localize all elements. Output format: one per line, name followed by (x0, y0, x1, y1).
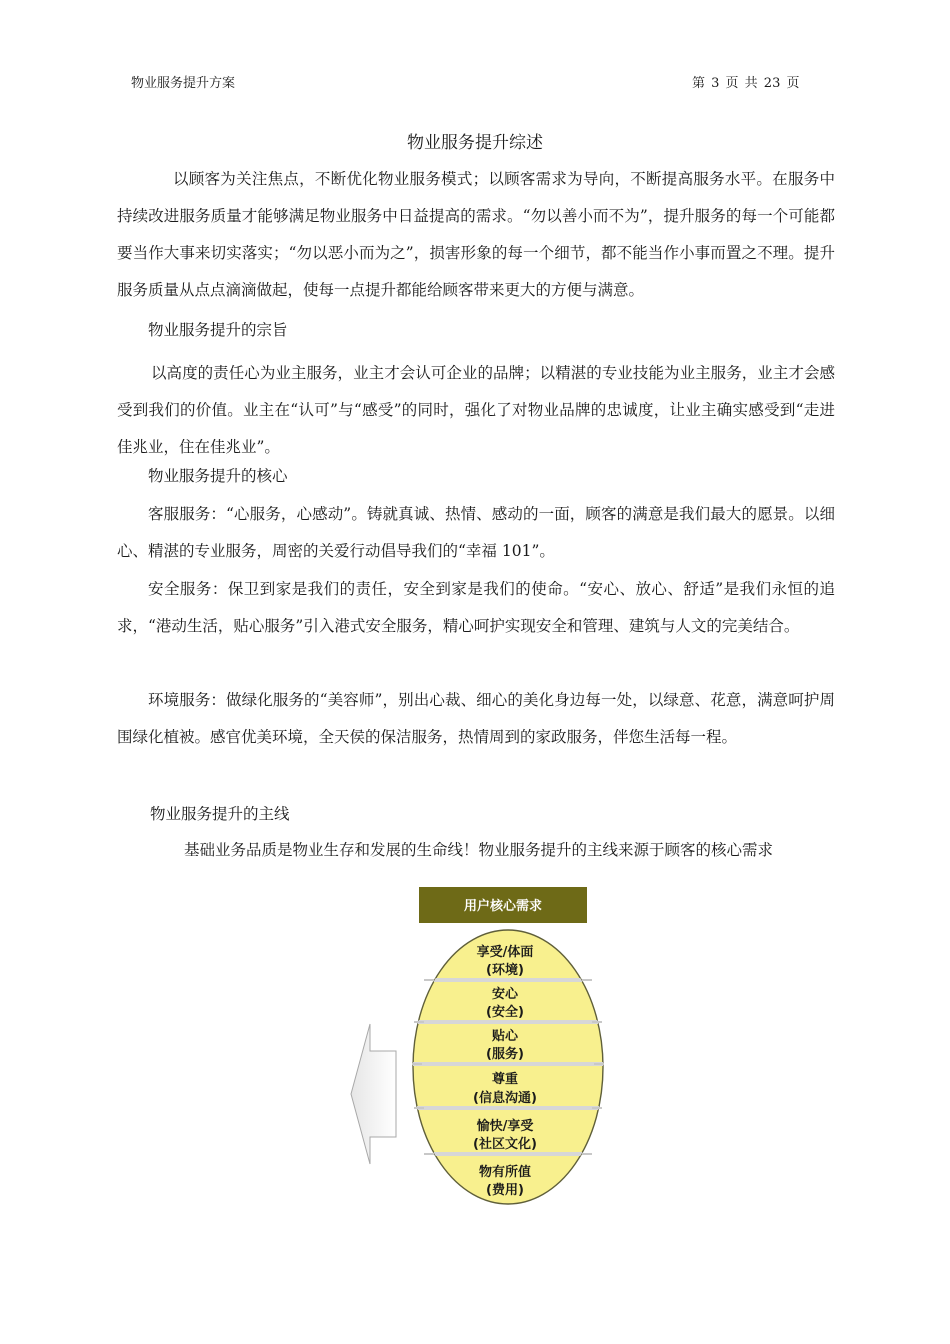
document-header-title: 物业服务提升方案 (131, 76, 236, 91)
mainline-intro: 基础业务品质是物业生存和发展的生命线！物业服务提升的主线来源于顾客的核心需求 (184, 841, 774, 859)
level-care-sub: (服务) (486, 1047, 524, 1062)
customer-service-paragraph: 客服服务：“心服务，心感动”。铸就真诚、热情、感动的一面，顾客的满意是我们最大的愿景。以细心、精湛的专业服务，周密的关爱行动倡导我们的“幸福 101”。 (117, 505, 835, 560)
level-happiness-sub: (社区文化) (473, 1137, 537, 1152)
core-heading: 物业服务提升的核心 (148, 467, 288, 485)
overview-paragraph: 以顾客为关注焦点，不断优化物业服务模式；以顾客需求为导向，不断提高服务水平。在服务中持续改进服务质量才能够满足物业服务中日益提高的需求。“勿以善小而不为”，提升服务的每一个可能都要当作大事来切实落实；“勿以恶小而为之”，损害形象的每一个细节，都不能当作小事而置之不理。提升服务质量从点点滴滴做起，使每一点提升都能给顾客带来更大的方便与满意。 (117, 170, 835, 299)
level-respect-sub: (信息沟通) (473, 1091, 537, 1106)
level-care-label: 贴心 (491, 1029, 519, 1044)
level-respect-label: 尊重 (491, 1072, 519, 1087)
level-assurance-label: 安心 (491, 987, 519, 1002)
section-title: 物业服务提升综述 (407, 133, 543, 153)
level-value-sub: (费用) (486, 1183, 524, 1198)
security-service-paragraph: 安全服务：保卫到家是我们的责任，安全到家是我们的使命。“安心、放心、舒适”是我们永恒的追求，“港动生活，贴心服务”引入港式安全服务，精心呵护实现安全和管理、建筑与人文的完美结合。 (117, 580, 835, 635)
level-enjoy-label: 享受/体面 (476, 945, 534, 960)
level-assurance-sub: (安全) (486, 1005, 524, 1020)
page-number: 第 3 页 共 23 页 (692, 76, 800, 91)
diagram-header-label: 用户核心需求 (463, 899, 543, 914)
core-needs-diagram (340, 880, 620, 1210)
mainline-heading: 物业服务提升的主线 (150, 805, 290, 823)
level-enjoy-sub: (环境) (486, 963, 524, 978)
level-happiness-label: 愉快/享受 (476, 1119, 534, 1134)
level-value-label: 物有所值 (478, 1165, 532, 1180)
left-arrow-icon (351, 1024, 396, 1164)
purpose-paragraph: 以高度的责任心为业主服务，业主才会认可企业的品牌；以精湛的专业技能为业主服务，业主才会感受到我们的价值。业主在“认可”与“感受”的同时，强化了对物业品牌的忠诚度，让业主确实感受到“走进佳兆业，住在佳兆业”。 (117, 364, 835, 456)
purpose-heading: 物业服务提升的宗旨 (148, 321, 288, 339)
environment-service-paragraph: 环境服务：做绿化服务的“美容师”，别出心裁、细心的美化身边每一处，以绿意、花意，满意呵护周围绿化植被。感官优美环境，全天侯的保洁服务，热情周到的家政服务，伴您生活每一程。 (117, 691, 835, 746)
